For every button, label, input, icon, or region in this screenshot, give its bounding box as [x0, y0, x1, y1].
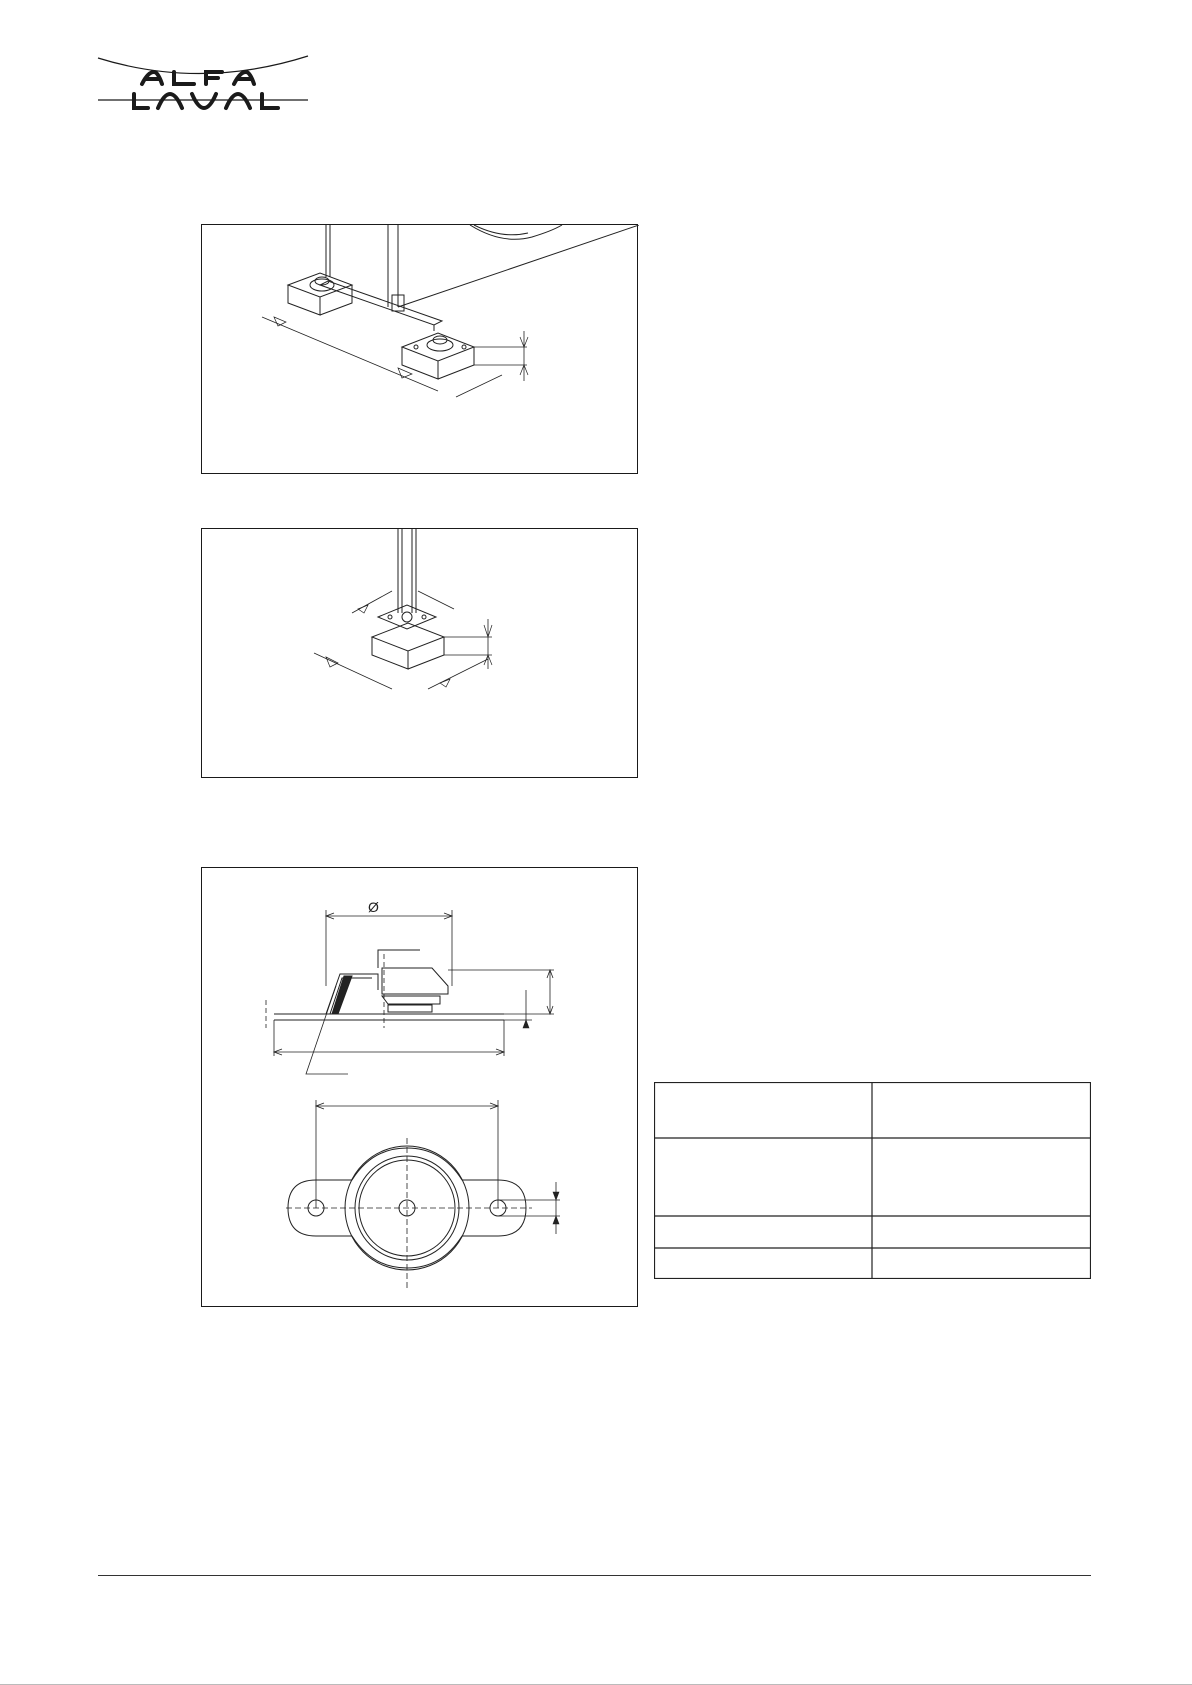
footer-divider — [98, 1575, 1091, 1576]
table-cell — [878, 1253, 1084, 1273]
diameter-symbol: Ø — [368, 899, 379, 915]
table-cell — [878, 1144, 1084, 1210]
alfa-laval-logo — [96, 50, 311, 122]
foundation-pads-drawing — [202, 225, 639, 475]
table-cell — [660, 1253, 866, 1273]
table-cell — [878, 1222, 1084, 1242]
single-foot-pad-drawing — [202, 529, 639, 779]
table-cell — [878, 1088, 1084, 1132]
damper-data-table — [654, 1082, 1091, 1279]
vibration-damper-drawing — [202, 868, 639, 1308]
table-cell — [660, 1144, 866, 1210]
single-foot-pad-figure — [201, 528, 638, 778]
foundation-pads-figure — [201, 224, 638, 474]
vibration-damper-figure — [201, 867, 638, 1307]
table-cell — [660, 1222, 866, 1242]
table-cell — [660, 1088, 866, 1132]
